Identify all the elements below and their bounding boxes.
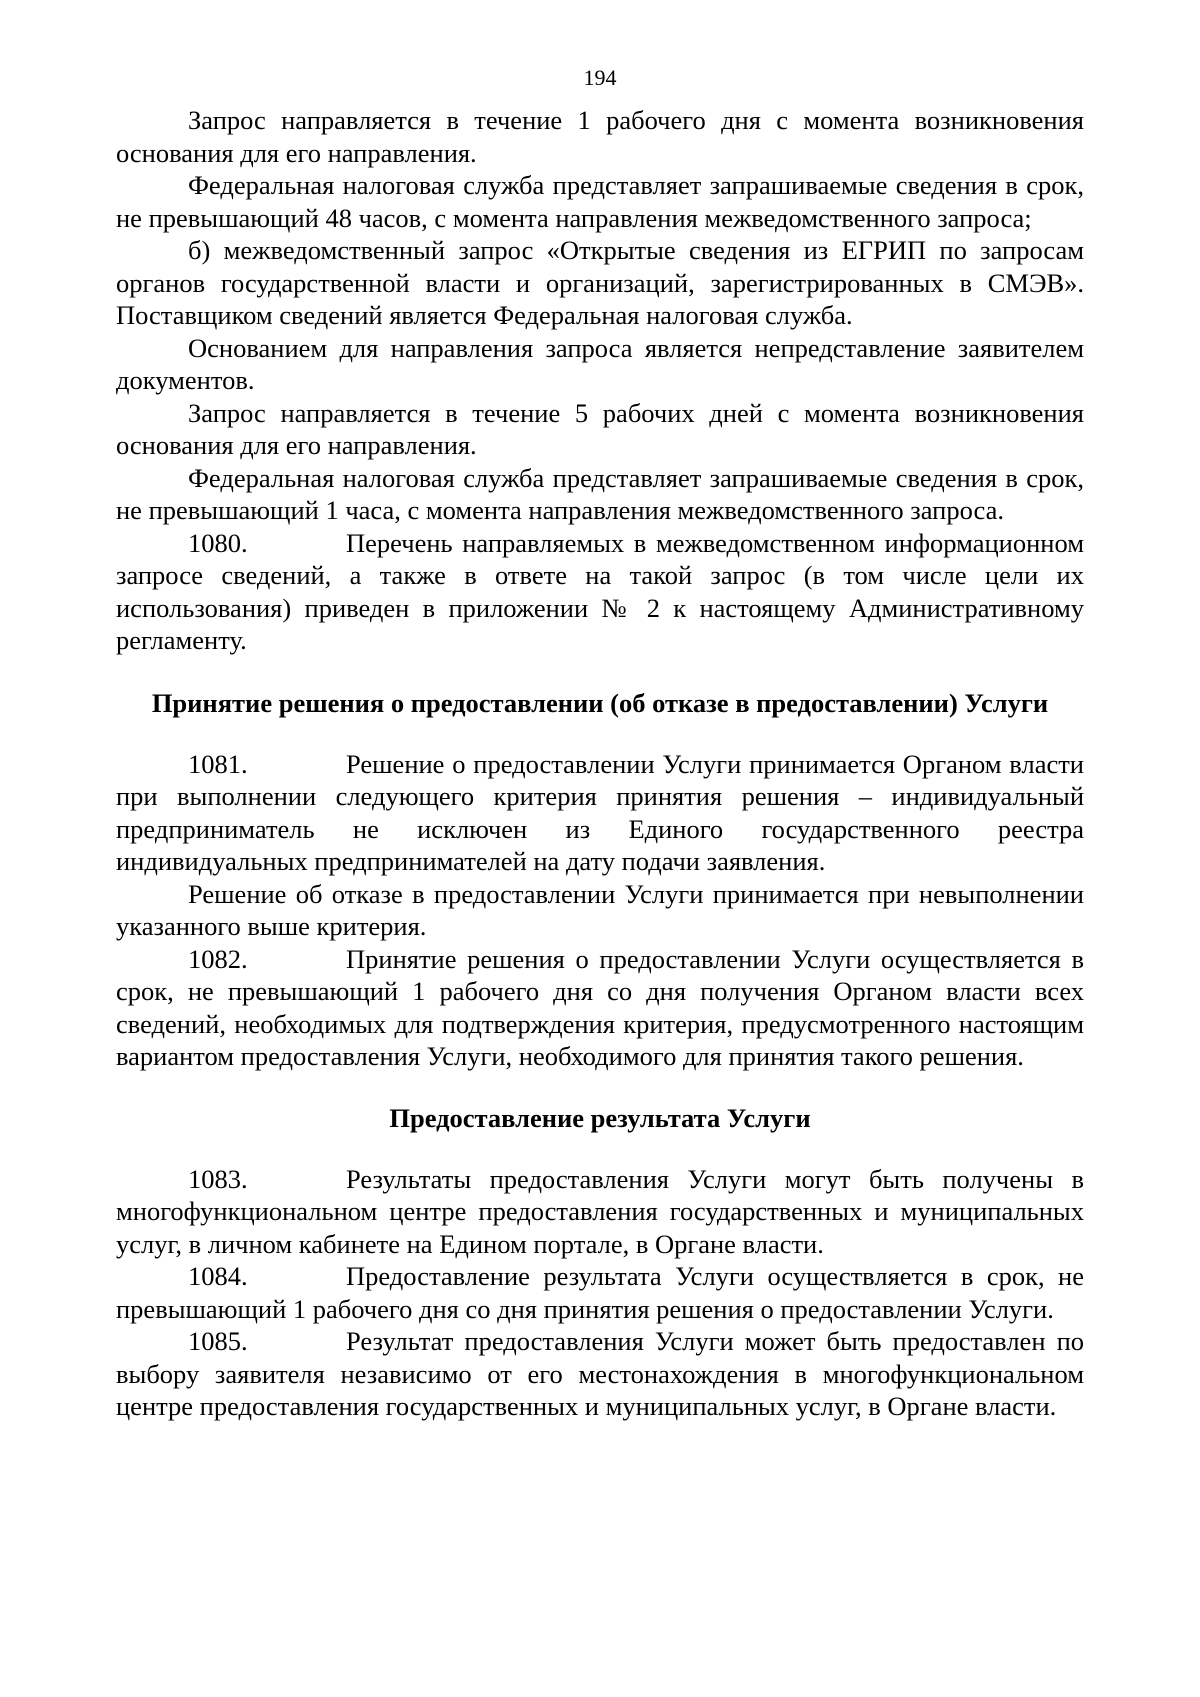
numbered-paragraph: 1084. Предоставление результата Услуги осуществляется в срок, не превышающий 1 рабочего дня со дня принятия решения о предоставлении Услуги. — [116, 1261, 1084, 1324]
numbered-paragraph: 1081. Решение о предоставлении Услуги принимается Органом власти при выполнении следующего критерия принятия решения – индивидуальный предприниматель не исключен из Единого государственного реестра индивидуальных предпринимателей на дату подачи заявления. — [116, 748, 1084, 876]
paragraph-number: 1084. — [188, 1261, 248, 1291]
numbered-paragraph: 1085. Результат предоставления Услуги может быть предоставлен по выбору заявителя независимо от его местонахождения в многофункциональном центре предоставления государственных и муниципальных услуг, в Органе власти. — [116, 1326, 1084, 1421]
numbered-paragraph: 1082. Принятие решения о предоставлении Услуги осуществляется в срок, не превышающий 1 рабочего дня со дня получения Органом власти всех сведений, необходимых для подтверждения критерия, предусмотренного настоящим вариантом предоставления Услуги, необходимого для принятия такого решения. — [116, 943, 1084, 1071]
paragraph: Запрос направляется в течение 5 рабочих дней с момента возникновения основания для его направления. — [116, 397, 1084, 460]
paragraph-number: 1085. — [188, 1326, 248, 1356]
paragraph-number: 1081. — [188, 748, 248, 779]
numbered-paragraph: 1080. Перечень направляемых в межведомственном информационном запросе сведений, а также в ответе на такой запрос (в том числе цели их использования) приведен в приложении № 2 к настоящему Административному регламенту. — [116, 527, 1084, 655]
paragraph-number: 1083. — [188, 1163, 248, 1194]
page-number: 194 — [583, 65, 617, 90]
document-page — [116, 64, 1084, 1423]
paragraph: Решение об отказе в предоставлении Услуги принимается при невыполнении указанного выше критерия. — [116, 878, 1084, 941]
paragraph-number: 1080. — [188, 527, 248, 558]
text-block-2 — [116, 748, 1084, 1073]
paragraph: Основанием для направления запроса является непредставление заявителем документов. — [116, 332, 1084, 395]
paragraph: Запрос направляется в течение 1 рабочего дня с момента возникновения основания для его направления. — [116, 105, 1084, 168]
text-block-1 — [116, 104, 1084, 657]
section-heading: Предоставление результата Услуги — [389, 1102, 811, 1133]
paragraph: Федеральная налоговая служба представляет запрашиваемые сведения в срок, не превышающий 1 часа, с момента направления межведомственного запроса. — [116, 462, 1084, 525]
paragraph-number: 1082. — [188, 943, 248, 974]
paragraph: б) межведомственный запрос «Открытые сведения из ЕГРИП по запросам органов государственной власти и организаций, зарегистрированных в СМЭВ». Поставщиком сведений является Федеральная налоговая служба. — [116, 235, 1084, 330]
text-block-3 — [116, 1163, 1084, 1423]
section-heading: Принятие решения о предоставлении (об отказе в предоставлении) Услуги — [151, 687, 1049, 718]
numbered-paragraph: 1083. Результаты предоставления Услуги могут быть получены в многофункциональном центре предоставления государственных и муниципальных услуг, в личном кабинете на Едином портале, в Органе власти. — [116, 1163, 1084, 1259]
paragraph: Федеральная налоговая служба представляет запрашиваемые сведения в срок, не превышающий 48 часов, с момента направления межведомственного запроса; — [116, 170, 1084, 233]
